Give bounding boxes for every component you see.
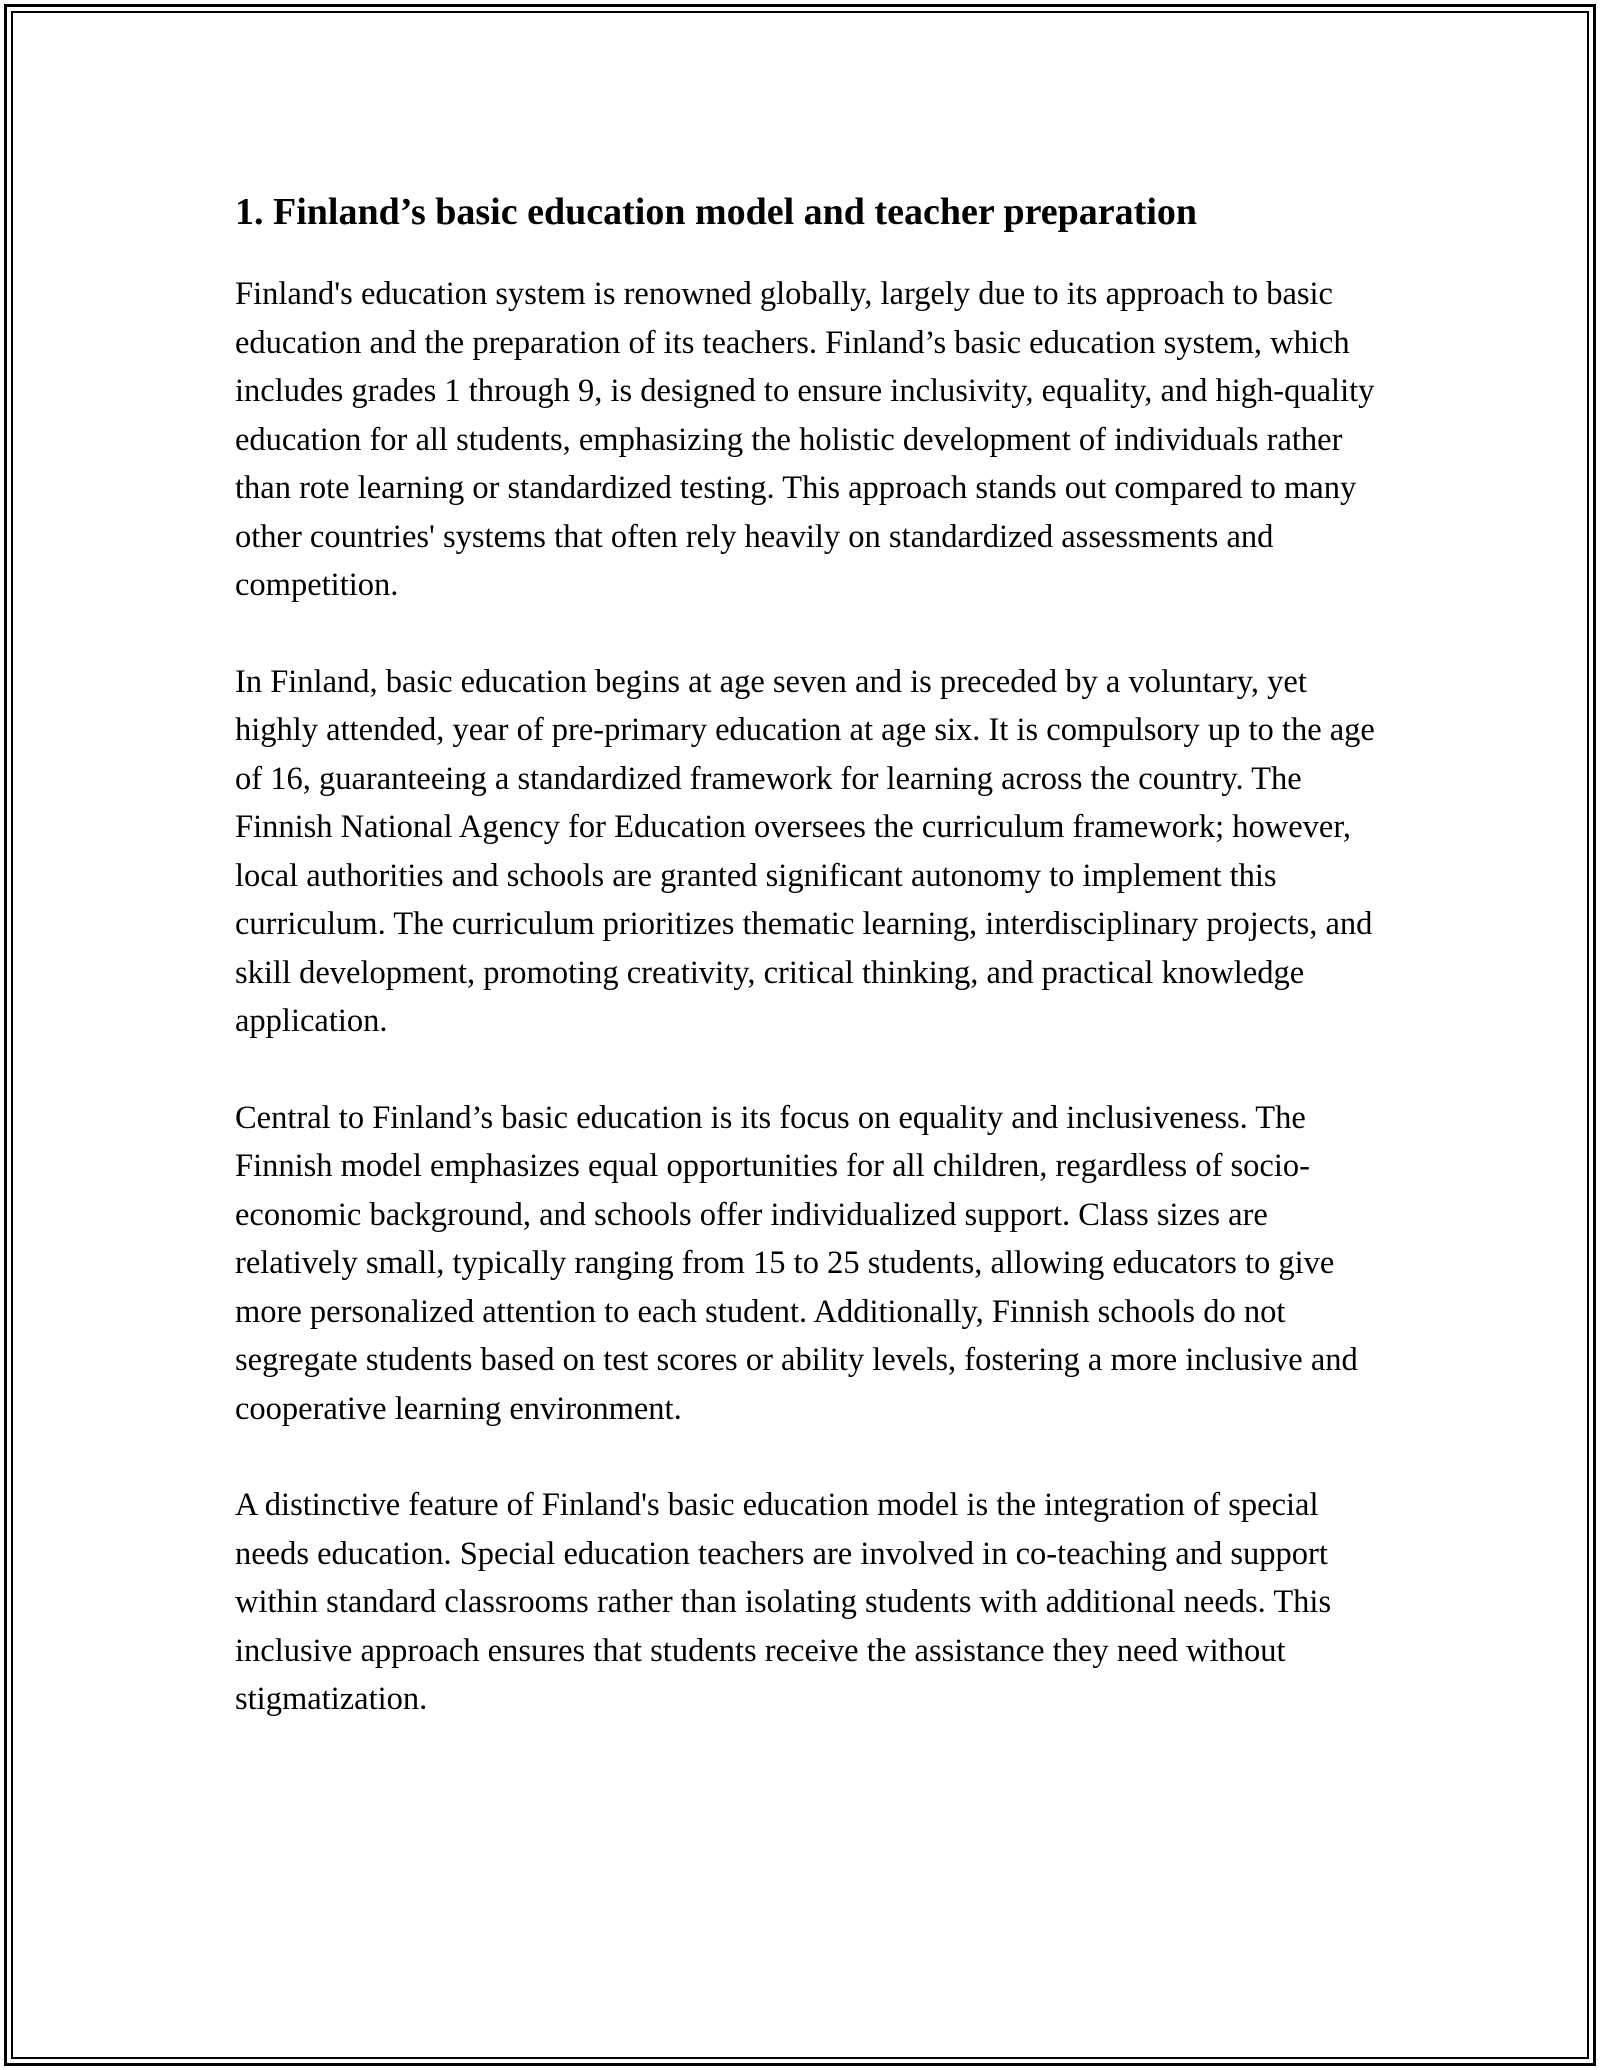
- paragraph-basic-education-structure: In Finland, basic education begins at age seven and is preceded by a voluntary, yet highly attended, year of pre-primary education at age six. It is compulsory up to the age of 16, guaranteeing a standardized framework for learning across the country. The Finnish National Agency for Education oversees the curriculum framework; however, local authorities and schools are granted significant autonomy to implement this curriculum. The curriculum prioritizes thematic learning, interdisciplinary projects, and skill development, promoting creativity, critical thinking, and practical knowledge application.: [235, 663, 1375, 1039]
- paragraph-education-system-overview: Finland's education system is renowned globally, largely due to its approach to basic education and the preparation of its teachers. Finland’s basic education system, which includes grades 1 through 9, is designed to ensure inclusivity, equality, and high-quality education for all students, emphasizing the holistic development of individuals rather than rote learning or standardized testing. This approach stands out compared to many other countries' systems that often rely heavily on standardized assessments and competition.: [235, 276, 1375, 603]
- paragraph-special-needs-education: A distinctive feature of Finland's basic education model is the integration of special needs education. Special education teachers are involved in co-teaching and support within standard classrooms rather than isolating students with additional needs. This inclusive approach ensures that students receive the assistance they need without stigmatization.: [235, 1487, 1332, 1717]
- section-title: 1. Finland’s basic education model and teacher preparation: [235, 191, 1198, 233]
- document-content: [235, 186, 1375, 1772]
- paragraph-equality-inclusiveness: Central to Finland’s basic education is its focus on equality and inclusiveness. The Finnish model emphasizes equal opportunities for all children, regardless of socio-economic background, and schools offer individualized support. Class sizes are relatively small, typically ranging from 15 to 25 students, allowing educators to give more personalized attention to each student. Additionally, Finnish schools do not segregate students based on test scores or ability levels, fostering a more inclusive and cooperative learning environment.: [235, 1099, 1358, 1427]
